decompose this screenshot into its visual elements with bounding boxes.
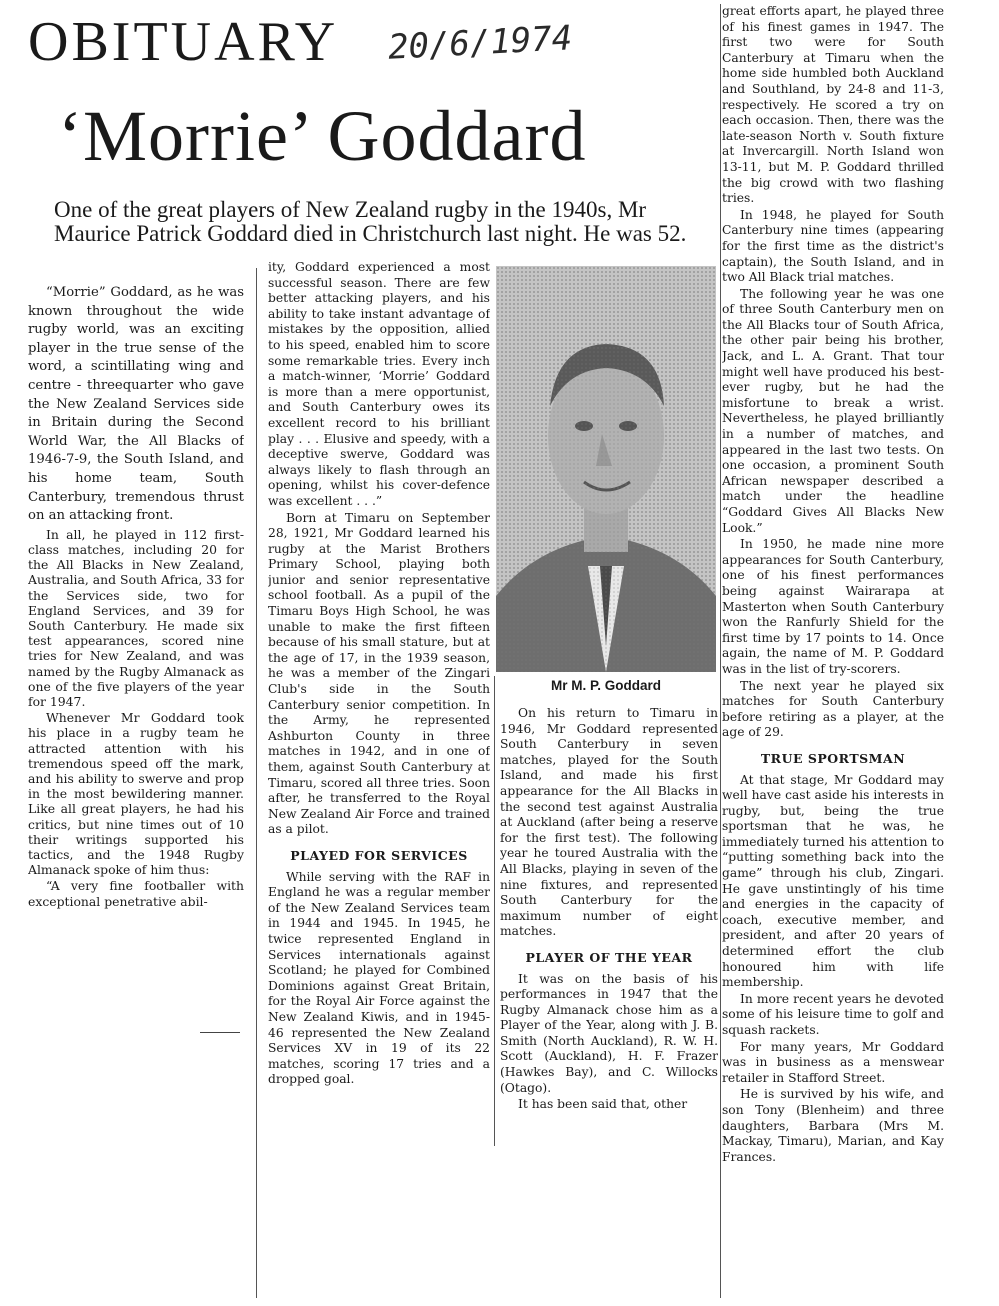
intro-paragraph: One of the great players of New Zealand rugby in the 1940s, Mr Maurice Patrick Goddard died in Christchurch last night. He was 52. bbox=[54, 197, 687, 246]
article-column-3 bbox=[500, 706, 718, 1154]
article-paragraph: In 1948, he played for South Canterbury nine times (appearing for the first time as the district's captain), the South Island, and in two All Black trial matches. bbox=[722, 207, 944, 285]
article-paragraph: In all, he played in 112 first-class matches, including 20 for the All Blacks in New Zealand, Australia, and South Africa, 33 for the Services side, two for England Services, and 39 for South Canterbury. He made six test appearances, scored nine tries for New Zealand, and was named by the Rugby Almanack as one of the five players of the year for 1947. bbox=[28, 526, 244, 709]
article-column-2 bbox=[268, 260, 490, 1296]
article-paragraph: It was on the basis of his performances in 1947 that the Rugby Almanack chose him as a Player of the Year, along with J. B. Smith (North Auckland), R. W. H. Scott (Auckland), H. F. Frazer (Hawkes Bay), and C. Willocks (Otago). bbox=[500, 971, 718, 1095]
handwritten-date: 20/6/1974 bbox=[387, 18, 574, 68]
portrait-photo bbox=[496, 266, 716, 672]
article-paragraph: He is survived by his wife, and son Tony (Blenheim) and three daughters, Barbara (Mrs M. Mackay, Timaru), Marian, and Kay Frances. bbox=[722, 1087, 944, 1164]
article-paragraph: Whenever Mr Goddard took his place in a rugby team he attracted attention with his tremendous speed off the mark, and his ability to swerve and prop in the most bewildering manner. Like all great players, he had his critics, but nine times out of 10 their writings supported his tactics, and the 1948 Rugby Almanack spoke of him thus: bbox=[28, 710, 244, 878]
article-paragraph: In more recent years he devoted some of his leisure time to golf and squash rackets. bbox=[722, 991, 944, 1037]
article-paragraph: “A very fine footballer with exceptional penetrative abil- bbox=[28, 878, 244, 909]
article-paragraph: The next year he played six matches for South Canterbury before retiring as a player, at the age of 29. bbox=[722, 678, 944, 740]
subheading-true-sportsman: TRUE SPORTSMAN bbox=[760, 750, 906, 766]
end-dash bbox=[200, 1032, 240, 1033]
column-rule bbox=[720, 4, 721, 1298]
article-paragraph: great efforts apart, he played three of his finest games in 1947. The first two were for South Canterbury at Timaru when the home side humbled both Auckland and Southland, by 24-8 and 11-3, respectively. He scored a try on each occasion. Then, there was the late-season North v. South fixture at Invercargill. North Island won 13-11, but M. P. Goddard thrilled the big crowd with two flashing tries. bbox=[722, 4, 944, 206]
article-paragraph: For many years, Mr Goddard was in business as a menswear retailer in Stafford Street. bbox=[722, 1039, 944, 1085]
article-paragraph: It has been said that, other bbox=[518, 1097, 688, 1112]
article-paragraph: While serving with the RAF in England he was a regular member of the New Zealand Services team in 1944 and 1945. In 1945, he twice represented England in Services internationals against Scotland; he played for Combined Dominions against Great Britain, for the Royal Air Force against the New Zealand Kiwis, and in 1945-46 represented the New Zealand Services XV in 19 of its 22 matches, scoring 17 tries and a dropped goal. bbox=[268, 869, 490, 1087]
headline: ‘Morrie’ Goddard bbox=[58, 96, 587, 176]
subheading-services: PLAYED FOR SERVICES bbox=[290, 847, 468, 863]
article-paragraph: In 1950, he made nine more appearances for South Canterbury, one of his finest performances being against Wairarapa at Masterton when South Canterbury won the Ranfurly Shield for the first time by 17 points to 14. Once again, the name of M. P. Goddard was in the list of try-scorers. bbox=[722, 537, 944, 676]
article-paragraph: “Morrie” Goddard, as he was known throughout the wide rugby world, was an exciting player in the true sense of the word, a scintillating wing and centre - threequarter who gave the New Zealand Services side in Britain during the Second World War, the All Blacks of 1946-7-9, the South Island, and his home team, South Canterbury, tremendous thrust on an attacking front. bbox=[28, 285, 244, 524]
column-rule bbox=[256, 268, 257, 1298]
article-paragraph: At that stage, Mr Goddard may well have cast aside his interests in rugby, but, being the true sportsman that he was, he immediately turned his attention to “putting something back into the game” through his club, Zingari. He gave unstintingly of his time and energies in the capacity of coach, executive member, and president, and after 20 years of determined effort the club honoured him with life membership. bbox=[722, 772, 944, 990]
column-rule bbox=[494, 676, 495, 1146]
article-paragraph: ity, Goddard experienced a most successful season. There are few better attacking players, and his ability to take instant advantage of mistakes by the opposition, allied to his speed, enabled him to score some remarkable tries. Every inch a match-winner, ‘Morrie’ Goddard is more than a mere opportunist, and South Canterbury owes its excellent record to his brilliant play . . . Elusive and speedy, with a deceptive swerve, Goddard was always likely to flash through an opening, whilst his cover-defence was excellent . . .” bbox=[268, 260, 490, 508]
photo-caption: Mr M. P. Goddard bbox=[550, 678, 661, 693]
article-paragraph: The following year he was one of three South Canterbury men on the All Blacks tour of South Africa, the other pair being his brother, Jack, and L. A. Grant. That tour might well have produced his best-ever rugby, but he had the misfortune to break a wrist. Nevertheless, he played brilliantly in a number of matches, and appeared in the last two tests. On one occasion, a prominent South African newspaper described a match under the headline “Goddard Gives All Blacks New Look.” bbox=[722, 286, 944, 535]
article-paragraph: On his return to Timaru in 1946, Mr Goddard represented South Canterbury in seven matches, played for the South Island, and made his first appearance for the All Blacks in the second test against Australia at Auckland (after being a reserve for the first test). The following year he toured Australia with the All Blacks, playing in seven of the nine fixtures, and represented South Canterbury for the maximum number of eight matches. bbox=[500, 706, 718, 939]
article-paragraph: Born at Timaru on September 28, 1921, Mr Goddard learned his rugby at the Marist Brothers Primary School, playing both junior and senior representative school football. As a pupil of the Timaru Boys High School, he was unable to make the first fifteen because of his small stature, but at the age of 17, in the 1939 season, he was a member of the Zingari Club's side in the South Canterbury senior competition. In the Army, he represented Ashburton County in three matches in 1942, and in one of them, against South Canterbury at Timaru, scored all three tries. Soon after, he transferred to the Royal New Zealand Air Force and trained as a pilot. bbox=[268, 510, 490, 837]
article-column-4 bbox=[722, 4, 944, 1294]
article-column-1 bbox=[28, 284, 244, 1294]
subheading-player-of-year: PLAYER OF THE YEAR bbox=[525, 949, 693, 965]
portrait-image bbox=[496, 266, 716, 672]
section-heading: OBITUARY bbox=[28, 11, 339, 73]
